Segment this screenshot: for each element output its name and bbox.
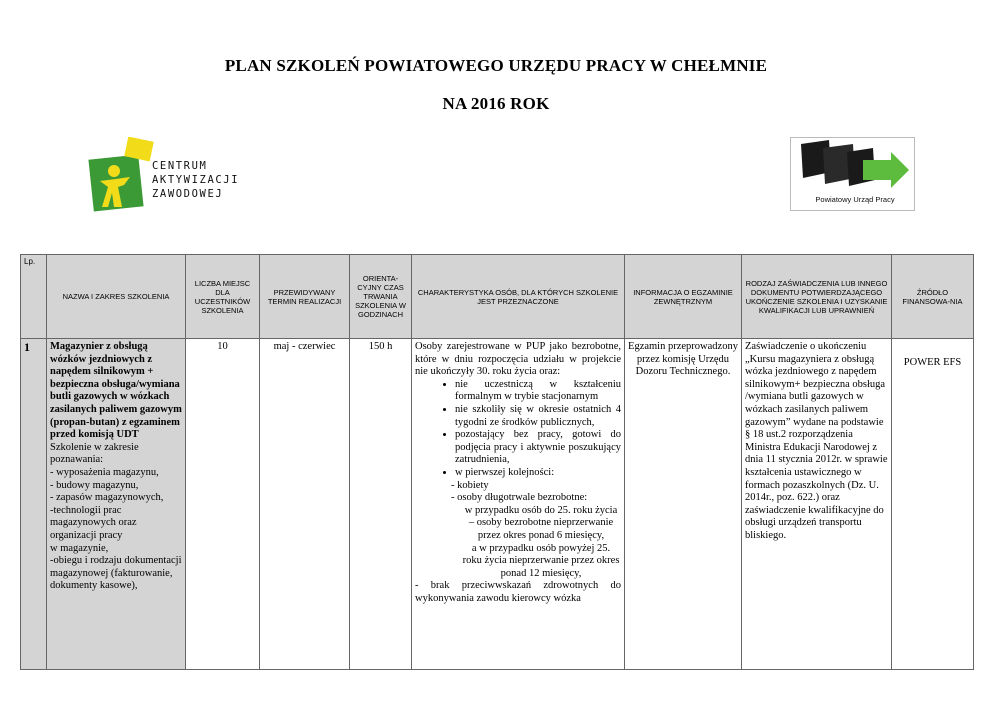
audience-sub-women: - kobiety	[451, 479, 489, 491]
audience-criterion: • nie szkoliły się w okresie ostatnich 4 tygodni ze środków publicznych,	[455, 404, 621, 429]
audience-health: - brak przeciwwskazań zdrowotnych do wykonywania zawodu kierowcy wózka	[415, 580, 621, 604]
audience-criterion: • nie uczestniczą w kształceniu formalnym w trybie stacjonarnym	[455, 379, 621, 404]
scope-item: -technologii prac magazynowych oraz organizacji pracy	[50, 504, 137, 541]
caz-line-3: ZAWODOWEJ	[152, 188, 224, 200]
audience-sub-under25: w przypadku osób do 25. roku życia – osoby bezrobotne nieprzerwanie przez okres ponad 6 miesięcy,	[464, 504, 618, 541]
funding-source: POWER EFS	[903, 357, 962, 368]
row-term: maj - czerwiec	[260, 339, 350, 670]
scope-item: w magazynie,	[50, 542, 109, 554]
audience-sub-longterm: - osoby długotrwale bezrobotne:	[451, 492, 588, 504]
table-header-row	[21, 255, 974, 339]
col-header-term: PRZEWIDYWANY TERMIN REALIZACJI	[260, 255, 350, 339]
row-training-name	[47, 339, 186, 670]
col-header-lp: Lp.	[21, 255, 47, 339]
row-certificate: Zaświadczenie o ukończeniu „Kursu magazyniera z obsługą wózka jezdniowego z napędem silnikowym+ bezpieczna obsługa /wymiana butli gazowych w wózkach zasilanych paliwem gazowym” wydane na podstawie § 18 ust.2 rozporządzenia Ministra Edukacji Narodowej z dnia 11 stycznia 2012r. w sprawie kształcenia ustawicznego w formach pozaszkolnych (Dz. U. 2014r., poz. 622.) oraz zaświadczenie kwalifikacyjne do obsługi urządzeń transportu bliskiego.	[742, 339, 892, 670]
audience-intro: Osoby zarejestrowane w PUP jako bezrobotne, które w dniu rozpoczęcia udziału w projekcie nie ukończyły 30. roku życia oraz:	[415, 341, 621, 378]
row-audience	[412, 339, 625, 670]
row-duration: 150 h	[350, 339, 412, 670]
table-row	[21, 339, 974, 670]
row-participants: 10	[186, 339, 260, 670]
audience-criterion: • pozostający bez pracy, gotowi do podjęcia pracy i aktywnie poszukujący zatrudnienia,	[455, 429, 621, 467]
title-line-2: NA 2016 ROK	[442, 94, 550, 113]
training-plan-table	[20, 254, 974, 670]
caz-line-1: CENTRUM	[152, 160, 208, 172]
caz-line-2: AKTYWIZACJI	[152, 174, 240, 186]
scope-item: - wyposażenia magazynu,	[50, 466, 159, 478]
row-lp: 1	[21, 339, 47, 670]
row-funding	[892, 339, 974, 670]
row-exam-info: Egzamin przeprowadzony przez komisję Urzędu Dozoru Technicznego.	[625, 339, 742, 670]
col-header-funding: ŹRÓDŁO FINANSOWA-NIA	[892, 255, 974, 339]
audience-criteria-list	[415, 379, 621, 480]
col-header-participants: LICZBA MIEJSC DLA UCZESTNIKÓW SZKOLENIA	[186, 255, 260, 339]
training-title: Magazynier z obsługą wózków jezdniowych z napędem silnikowym + bezpieczna obsługa/wymiana butli gazowych w wózkach zasilanych paliwem gazowym (propan-butan) z egzaminem przed komisją UDT	[50, 341, 182, 441]
col-header-audience: CHARAKTERYSTYKA OSÓB, DLA KTÓRYCH SZKOLENIE JEST PRZEZNACZONE	[412, 255, 625, 339]
col-header-certificate: RODZAJ ZAŚWIADCZENIA LUB INNEGO DOKUMENTU POTWIERDZAJĄCEGO UKOŃCZENIE SZKOLENIA I UZYSKANIE KWALIFIKACJI LUB UPRAWNIEŃ	[742, 255, 892, 339]
col-header-exam: INFORMACJA O EGZAMINIE ZEWNĘTRZNYM	[625, 255, 742, 339]
caz-logo-text	[152, 159, 239, 201]
col-header-name: NAZWA I ZAKRES SZKOLENIA	[47, 255, 186, 339]
audience-criterion: • w pierwszej kolejności:	[455, 467, 621, 480]
pup-logo-caption: Powiatowy Urząd Pracy	[815, 195, 895, 204]
training-scope-intro: Szkolenie w zakresie poznawania:	[50, 441, 139, 466]
title-line-1: PLAN SZKOLEŃ POWIATOWEGO URZĘDU PRACY W CHEŁMNIE	[224, 56, 768, 75]
scope-item: - zapasów magazynowych,	[50, 492, 164, 504]
col-header-duration: ORIENTA-CYJNY CZAS TRWANIA SZKOLENIA W GODZINACH	[350, 255, 412, 339]
scope-item: - budowy magazynu,	[50, 479, 139, 491]
scope-item: -obiegu i rodzaju dokumentacji magazynowej (fakturowanie, dokumenty kasowe),	[50, 555, 182, 592]
audience-sub-over25: a w przypadku osób powyżej 25. roku życia nieprzerwanie przez okres ponad 12 miesięcy,	[462, 542, 620, 579]
